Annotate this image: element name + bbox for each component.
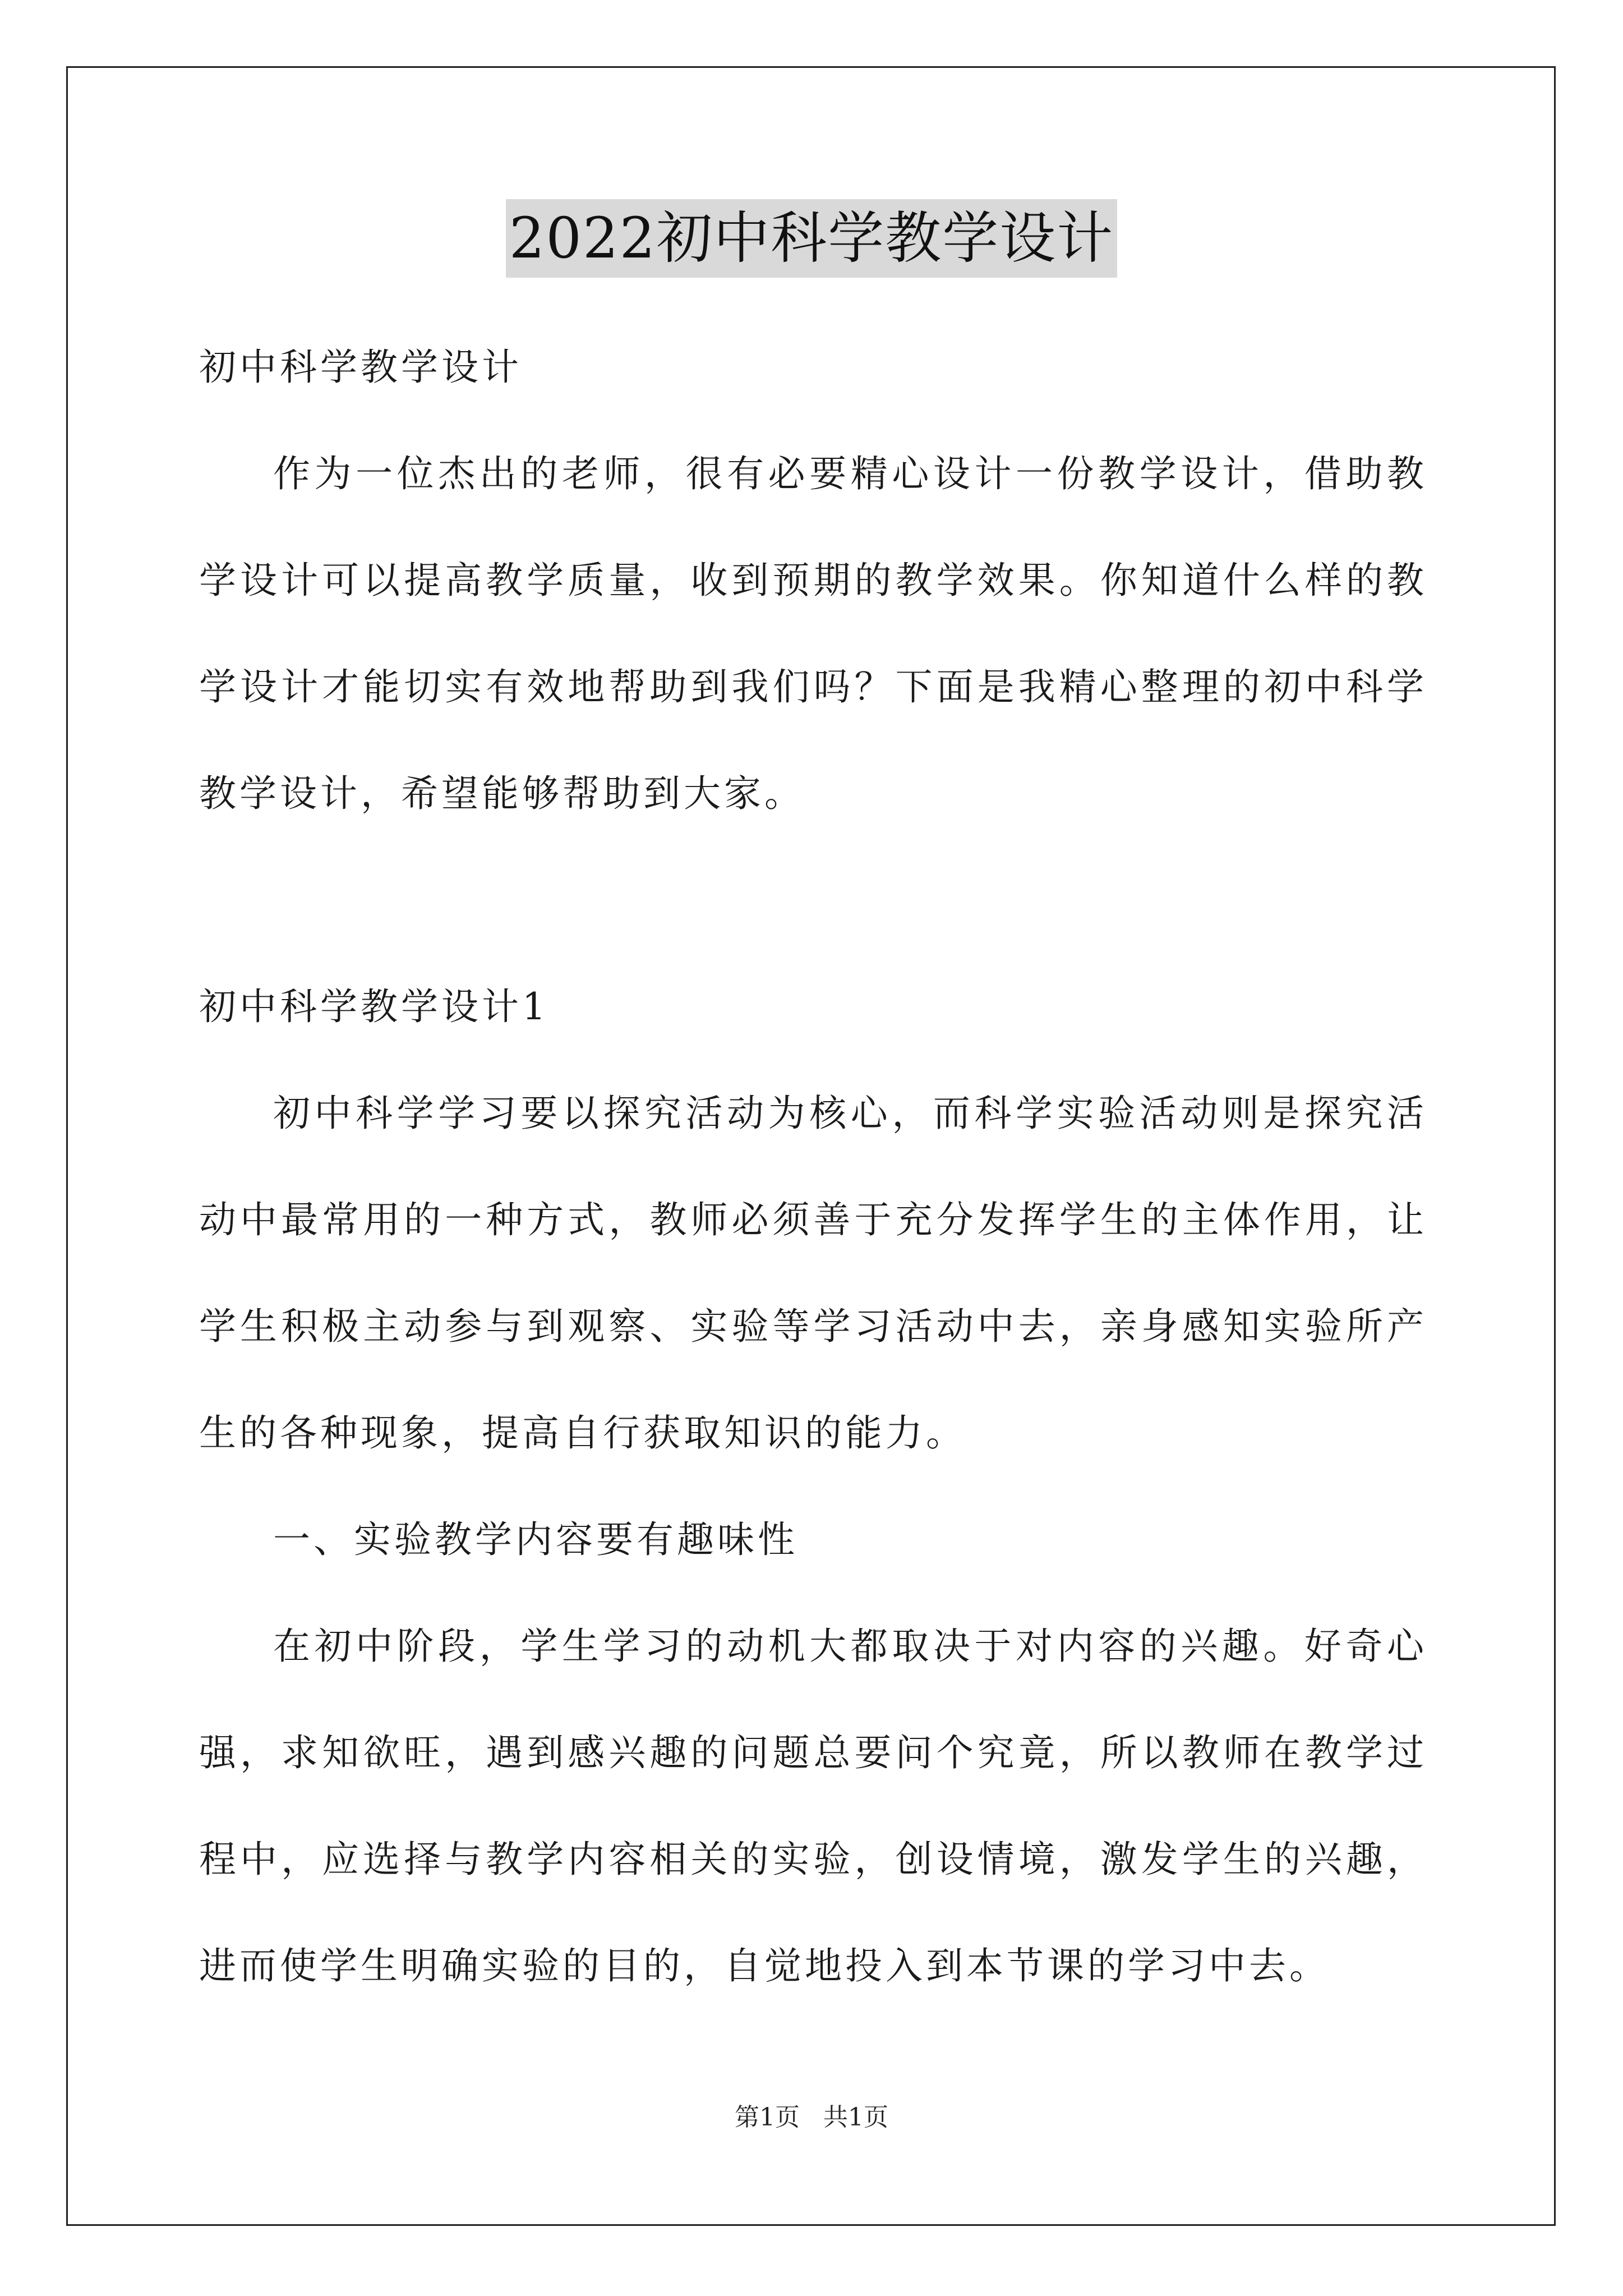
point-paragraph: 在初中阶段，学生学习的动机大都取决于对内容的兴趣。好奇心强，求知欲旺，遇到感兴趣的问题总要问个究竟，所以教师在教学过程中，应选择与教学内容相关的实验，创设情境，激发学生的兴趣，进而使学生明确实验的目的，自觉地投入到本节课的学习中去。 (199, 1625, 1427, 1987)
section-paragraph: 初中科学学习要以探究活动为核心，而科学实验活动则是探究活动中最常用的一种方式，教师必须善于充分发挥学生的主体作用，让学生积极主动参与到观察、实验等学习活动中去，亲身感知实验所产生的各种现象，提高自行获取知识的能力。 (199, 1092, 1427, 1455)
document-title: 2022初中科学教学设计 (506, 199, 1118, 278)
intro-paragraph: 作为一位杰出的老师，很有必要精心设计一份教学设计，借助教学设计可以提高教学质量，收到预期的教学效果。你知道什么样的教学设计才能切实有效地帮助到我们吗？下面是我精心整理的初中科学教学设计，希望能够帮助到大家。 (199, 452, 1427, 815)
subtitle: 初中科学教学设计 (199, 346, 522, 389)
spacer (199, 847, 1427, 954)
title-container (0, 199, 1623, 278)
point-heading: 一、实验教学内容要有趣味性 (273, 1518, 798, 1561)
document-body (199, 314, 1427, 2019)
page-number: 第1页 (735, 2103, 800, 2132)
page-footer (0, 2101, 1623, 2134)
section-heading: 初中科学教学设计1 (199, 985, 549, 1028)
page-total: 共1页 (823, 2103, 888, 2132)
